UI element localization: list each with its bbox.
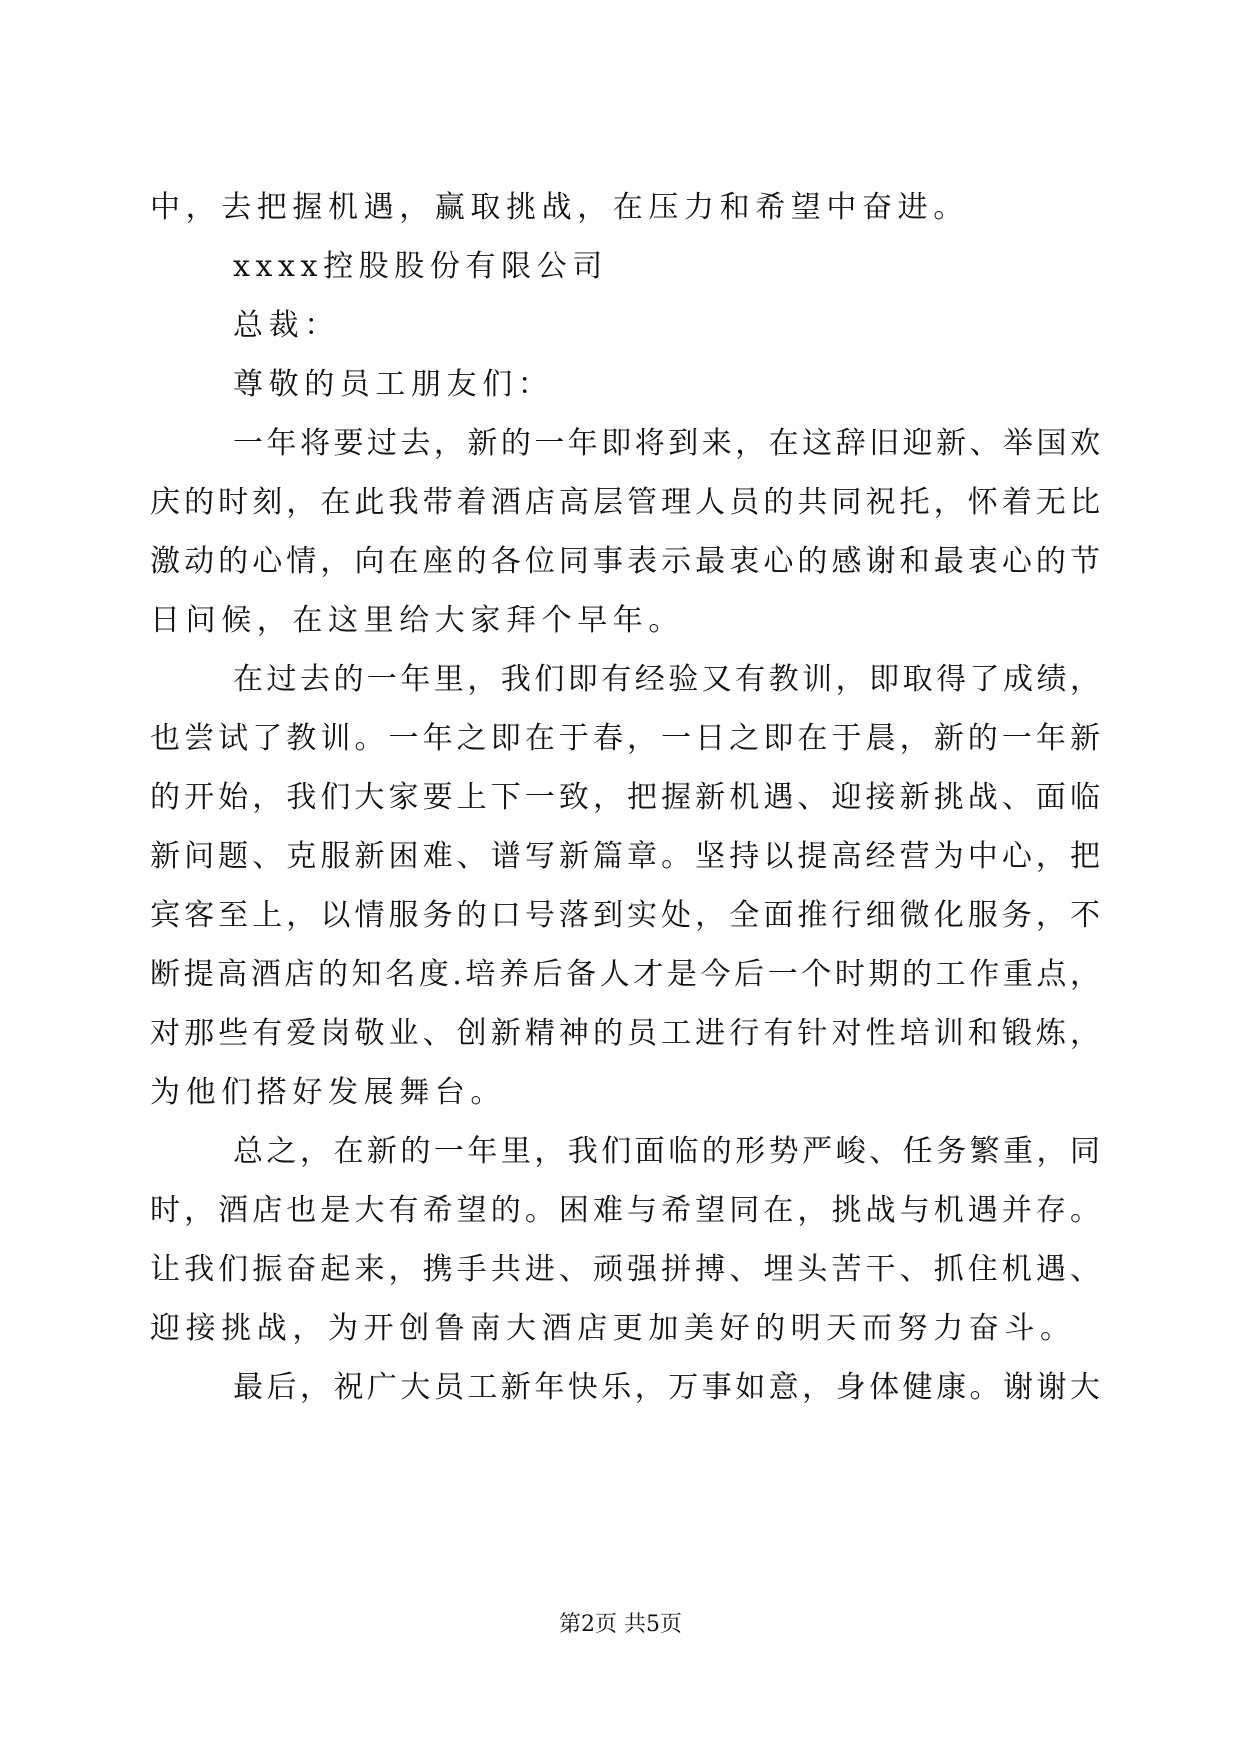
company-name-line: xxxx控股股份有限公司 bbox=[233, 249, 608, 284]
text-line-16: 为他们搭好发展舞台。 bbox=[150, 1075, 506, 1110]
text-line-21: 最后，祝广大员工新年快乐，万事如意，身体健康。谢谢大 bbox=[233, 1370, 1100, 1405]
page-number-footer: 第2页 共5页 bbox=[559, 1612, 682, 1637]
text-line-8: 日问候，在这里给大家拜个早年。 bbox=[150, 603, 684, 638]
text-line-15: 对那些有爱岗敬业、创新精神的员工进行有针对性培训和锻炼， bbox=[150, 1016, 1100, 1051]
text-line-14: 断提高酒店的知名度.培养后备人才是今后一个时期的工作重点， bbox=[150, 957, 1100, 992]
text-line-9: 在过去的一年里，我们即有经验又有教训，即取得了成绩， bbox=[233, 662, 1100, 697]
text-line-10: 也尝试了教训。一年之即在于春，一日之即在于晨，新的一年新 bbox=[150, 721, 1100, 756]
text-line-7: 激动的心情，向在座的各位同事表示最衷心的感谢和最衷心的节 bbox=[150, 544, 1100, 579]
document-body bbox=[150, 178, 1100, 1417]
signature-title-line: 总裁： bbox=[233, 308, 340, 343]
salutation-line: 尊敬的员工朋友们： bbox=[233, 367, 554, 402]
text-line-18: 时，酒店也是大有希望的。困难与希望同在，挑战与机遇并存。 bbox=[150, 1193, 1100, 1228]
text-line-17: 总之，在新的一年里，我们面临的形势严峻、任务繁重，同 bbox=[233, 1134, 1100, 1169]
text-line-12: 新问题、克服新困难、谱写新篇章。坚持以提高经营为中心，把 bbox=[150, 839, 1100, 874]
text-line-5: 一年将要过去，新的一年即将到来，在这辞旧迎新、举国欢 bbox=[233, 426, 1100, 461]
text-line-6: 庆的时刻，在此我带着酒店高层管理人员的共同祝托，怀着无比 bbox=[150, 485, 1100, 520]
text-line-13: 宾客至上，以情服务的口号落到实处，全面推行细微化服务，不 bbox=[150, 898, 1100, 933]
text-line-1: 中，去把握机遇，赢取挑战，在压力和希望中奋进。 bbox=[150, 190, 969, 225]
text-line-11: 的开始，我们大家要上下一致，把握新机遇、迎接新挑战、面临 bbox=[150, 780, 1100, 815]
text-line-20: 迎接挑战，为开创鲁南大酒店更加美好的明天而努力奋斗。 bbox=[150, 1311, 1076, 1346]
text-line-19: 让我们振奋起来，携手共进、顽强拼搏、埋头苦干、抓住机遇、 bbox=[150, 1252, 1100, 1287]
